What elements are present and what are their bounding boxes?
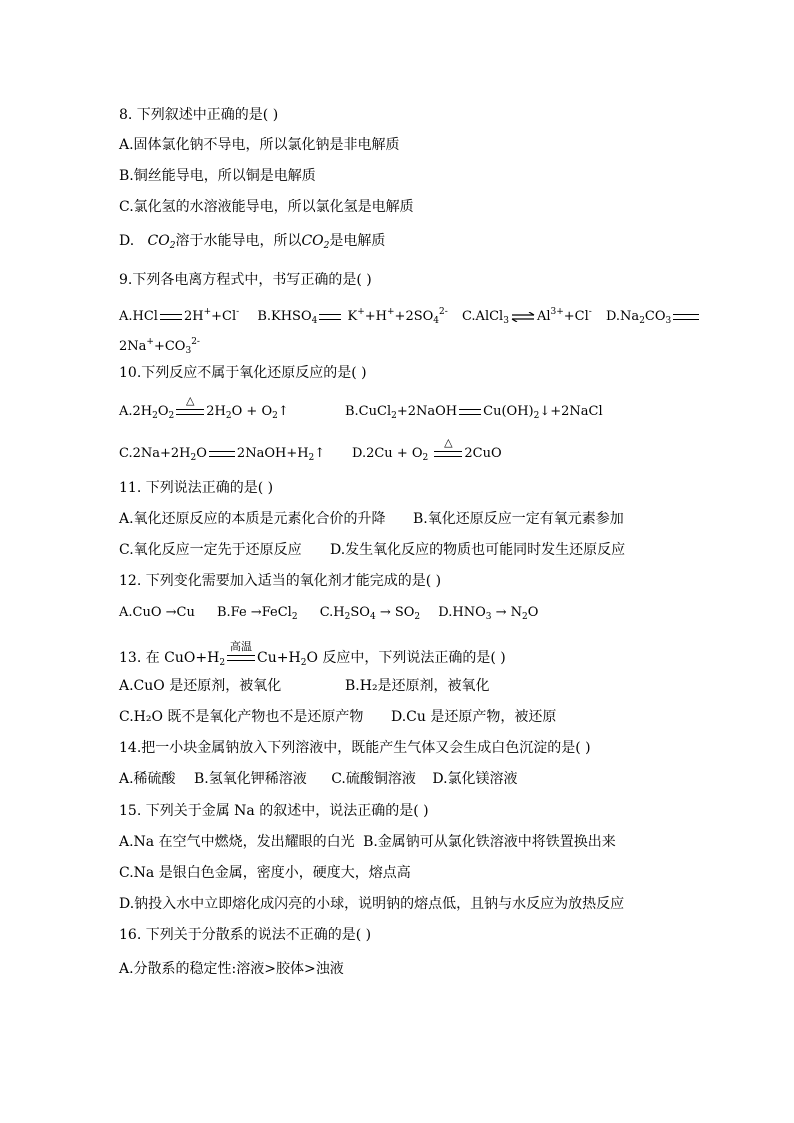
q11-option-c: C.氧化反应一定先于还原反应	[119, 542, 302, 558]
q15-stem: 15. 下列关于金属 Na 的叙述中，说法正确的是( )	[119, 803, 429, 819]
q16-stem: 16. 下列关于分散系的说法不正确的是( )	[119, 927, 372, 943]
q9-stem: 9.下列各电离方程式中，书写正确的是( )	[119, 272, 372, 288]
q8-option-d: D. $CO_2$溶于水能导电，所以$CO_2$是电解质	[119, 233, 386, 251]
q14-stem: 14.把一小块金属钠放入下列溶液中，既能产生气体又会生成白色沉淀的是( )	[119, 740, 591, 756]
q16-option-a: A.分散系的稳定性:溶液>胶体>浊液	[119, 961, 344, 977]
q9-option-d: $D.Na_2CO_3$	[606, 308, 701, 330]
q15-option-c: C.Na 是银白色金属，密度小，硬度大，熔点高	[119, 865, 411, 881]
q9-option-c: C.AlCl$_3$ $Al^{3+}+Cl^-$	[461, 307, 592, 326]
q12-options	[119, 604, 538, 626]
q9-options-line2: $2Na^++CO_3^{2-}$	[119, 337, 200, 356]
q13-stem: 13. 在 $CuO+H_2$ 高温 $Cu+H_2O$ 反应中，下列说法正确的是( )	[119, 640, 506, 668]
q11-option-a: A.氧化还原反应的本质是元素化合价的升降	[119, 511, 386, 527]
q15-option-d: D.钠投入水中立即熔化成闪亮的小球，说明钠的熔点低，且钠与水反应为放热反应	[119, 896, 625, 912]
q10-option-c: $C.2Na+2H_2O$ $2NaOH+H_2↑$	[119, 446, 326, 463]
q14-option-b: B.氢氧化钾稀溶液	[194, 771, 307, 787]
q12-option-b: B.Fe →FeCl$_2$	[216, 605, 298, 622]
q15-options-ab	[119, 833, 616, 851]
q14-option-a: A.稀硫酸	[119, 771, 176, 787]
reversible-arrow-icon	[511, 312, 535, 322]
q13-option-c: C.H₂O 既不是氧化产物也不是还原产物	[119, 709, 364, 725]
q13-option-a: A.CuO 是还原剂，被氧化	[119, 678, 282, 694]
q13-option-d: D.Cu 是还原产物，被还原	[391, 709, 557, 725]
q12-option-a: A.CuO →Cu	[119, 605, 195, 620]
q12-option-d: $D.HNO_3 \to N_2O$	[438, 605, 539, 622]
q8-stem: 8. 下列叙述中正确的是( )	[119, 107, 279, 123]
q8-option-a: A.固体氯化钠不导电，所以氯化钠是非电解质	[119, 137, 400, 153]
q9-options-line1	[119, 303, 701, 330]
q10-stem: 10.下列反应不属于氧化还原反应的是( )	[119, 365, 367, 381]
q8-option-b: B.铜丝能导电，所以铜是电解质	[119, 168, 316, 184]
q11-option-b: B.氧化还原反应一定有氧元素参加	[413, 511, 624, 527]
q14-option-d: D.氯化镁溶液	[432, 771, 518, 787]
q15-option-b: B.金属钠可从氯化铁溶液中将铁置换出来	[363, 834, 616, 850]
q13-option-b: B.H₂是还原剂，被氧化	[345, 678, 490, 694]
q10-option-b: B.CuCl$_2$+2NaOH $Cu(OH)_2↓+2NaCl$	[345, 404, 603, 421]
q12-option-c: $C.H_2SO_4 \to SO_2$	[319, 605, 421, 622]
q9-option-b: $B.KHSO_4$ $K^++H^++2SO_4^{2-}$	[257, 307, 448, 326]
q10-option-a: $A.2H_2O_2$ △ $2H_2O$ + $O_2↑$	[119, 393, 289, 421]
q14-option-c: C.硫酸铜溶液	[331, 771, 416, 787]
q14-options	[119, 770, 518, 788]
q11-stem: 11. 下列说法正确的是( )	[119, 480, 274, 496]
q12-stem: 12. 下列变化需要加入适当的氧化剂才能完成的是( )	[119, 573, 442, 589]
q15-option-a: A.Na 在空气中燃烧，发出耀眼的白光	[119, 834, 355, 850]
q9-option-a: A.HCl 2H++Cl-	[119, 307, 240, 324]
q10-option-d: $D.2Cu + O_2$ △ 2CuO	[352, 435, 502, 463]
q8-option-c: C.氯化氢的水溶液能导电，所以氯化氢是电解质	[119, 199, 414, 215]
q11-option-d: D.发生氧化反应的物质也可能同时发生还原反应	[330, 542, 626, 558]
